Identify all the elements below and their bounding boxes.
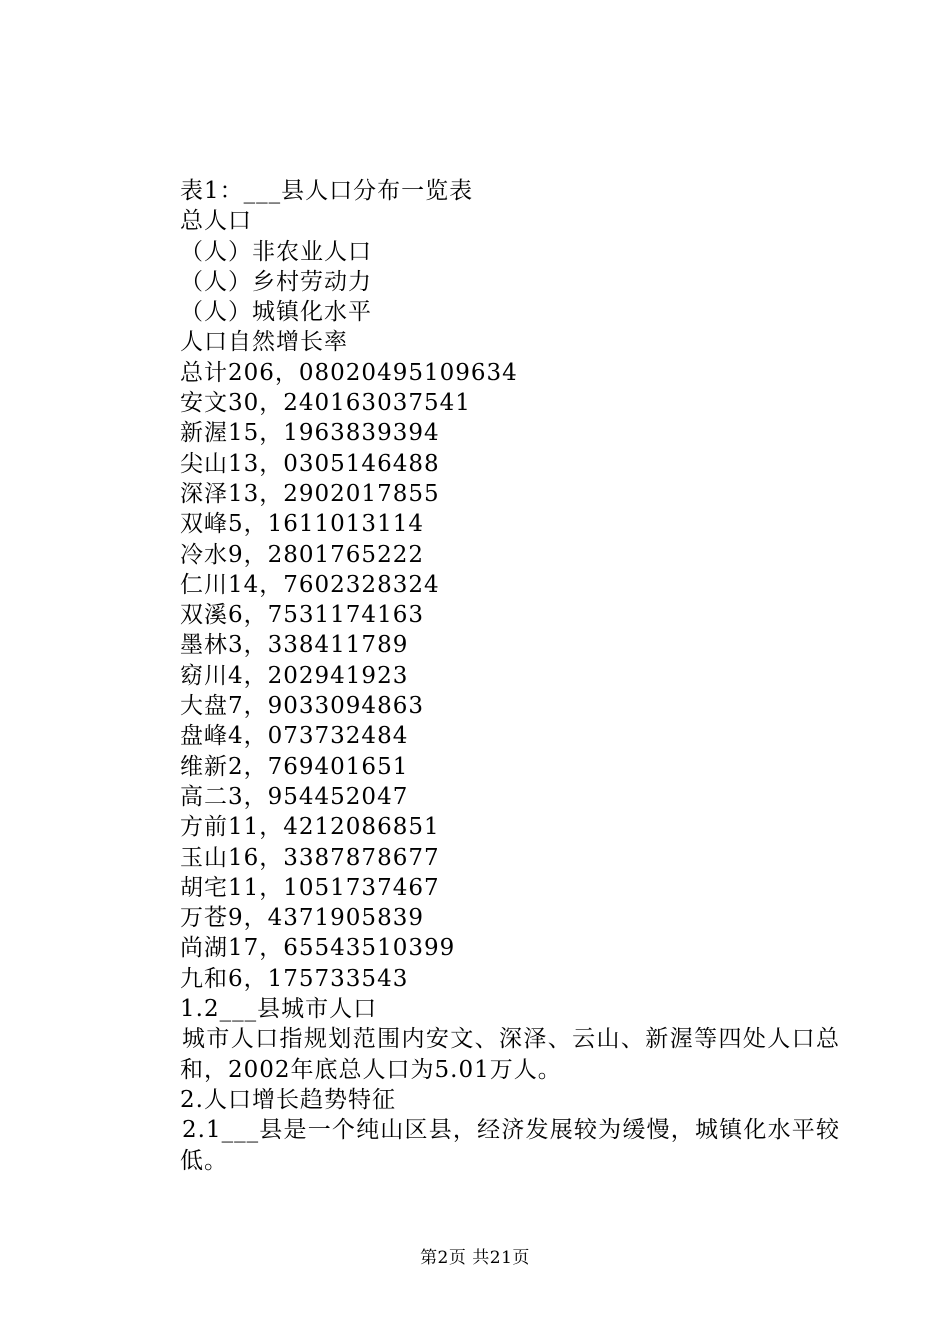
table-row: 双峰5，1611013114 xyxy=(180,511,424,538)
table-row: 万苍9，4371905839 xyxy=(180,905,424,932)
page-footer: 第2页 共21页 xyxy=(420,1248,530,1268)
table-header: （人）乡村劳动力 xyxy=(180,268,372,295)
table-row: 胡宅11，1051737467 xyxy=(180,874,440,901)
table-headers xyxy=(180,206,840,357)
table-row: 墨林3，338411789 xyxy=(180,632,409,659)
table-row: 方前11，4212086851 xyxy=(180,814,440,841)
section-heading-1-2: 1.2___县城市人口 xyxy=(180,996,378,1023)
table-row: 高二3，954452047 xyxy=(180,783,409,810)
table-row: 窈川4，202941923 xyxy=(180,662,409,689)
table-title: 表1：___县人口分布一览表 xyxy=(180,178,474,204)
table-row: 大盘7，9033094863 xyxy=(180,693,424,720)
table-row: 尖山13，0305146488 xyxy=(180,450,440,477)
table-row: 尚湖17，65543510399 xyxy=(180,935,456,962)
table-row: 新渥15，1963839394 xyxy=(180,420,440,447)
table-rows xyxy=(180,358,840,994)
table-row: 总计206，08020495109634 xyxy=(180,359,518,386)
table-row: 双溪6，7531174163 xyxy=(180,602,424,629)
table-header: 总人口 xyxy=(180,208,252,235)
table-row: 九和6，175733543 xyxy=(180,965,409,992)
table-row: 仁川14，7602328324 xyxy=(180,571,440,598)
table-row: 冷水9，2801765222 xyxy=(180,541,424,568)
section-body-1-2: 城市人口指规划范围内安文、深泽、云山、新渥等四处人口总和，2002年底总人口为5.01万人。 xyxy=(180,1026,840,1083)
table-row: 深泽13，2902017855 xyxy=(180,480,440,507)
section-body-2-1: 2.1___县是一个纯山区县，经济发展较为缓慢，城镇化水平较低。 xyxy=(180,1117,840,1174)
section-heading-2: 2.人口增长趋势特征 xyxy=(180,1086,396,1113)
table-row: 维新2，769401651 xyxy=(180,753,409,780)
table-header: （人）城镇化水平 xyxy=(180,299,372,326)
table-row: 安文30，240163037541 xyxy=(180,390,471,417)
table-header: 人口自然增长率 xyxy=(180,329,348,356)
document-content xyxy=(180,176,840,1176)
table-row: 玉山16，3387878677 xyxy=(180,844,440,871)
table-row: 盘峰4，073732484 xyxy=(180,723,409,750)
table-header: （人）非农业人口 xyxy=(180,238,372,265)
